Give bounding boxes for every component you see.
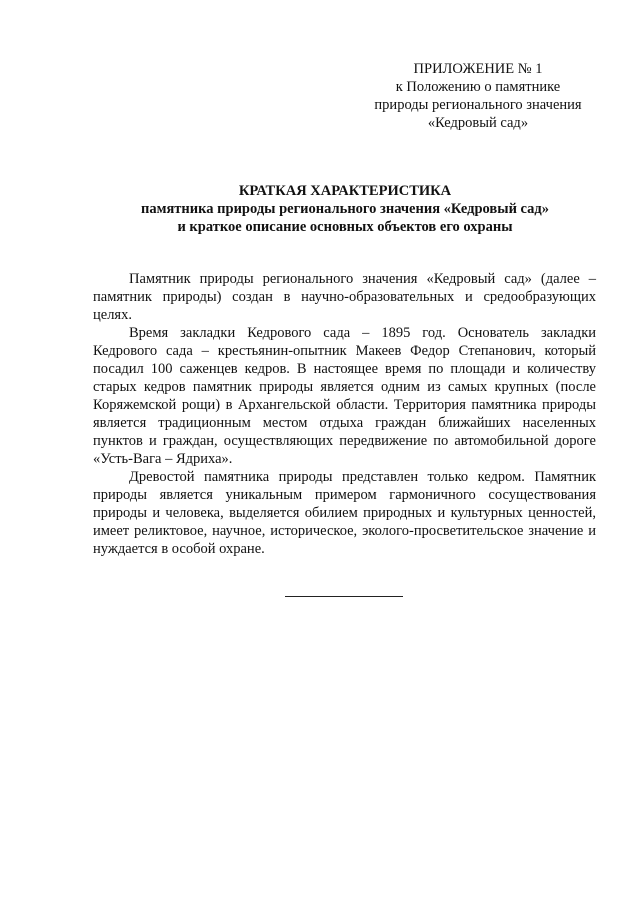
annex-reference-continued: природы регионального значения: [374, 97, 582, 113]
paragraph-description: Древостой памятника природы представлен только кедром. Памятник природы является уникальным примером гармоничного сосуществования природы и человека, выделяется обилием природных и культурных ценностей, имеет реликтовое, научное, историческое, эколого-просветительское значение и нуждается в особой охране.: [93, 469, 596, 557]
document-title: [60, 182, 630, 236]
annex-object-name: «Кедровый сад»: [427, 115, 529, 131]
annex-number: ПРИЛОЖЕНИЕ № 1: [413, 61, 543, 77]
title-line-1: КРАТКАЯ ХАРАКТЕРИСТИКА: [238, 183, 452, 199]
paragraph-purpose: Памятник природы регионального значения «Кедровый сад» (далее – памятник природы) создан в научно-образовательных и средообразующих целях.: [93, 271, 596, 323]
end-divider-line: [285, 596, 403, 597]
title-line-2: памятника природы регионального значения «Кедровый сад»: [140, 201, 549, 217]
annex-reference: к Положению о памятнике: [395, 79, 561, 95]
paragraph-history: Время закладки Кедрового сада – 1895 год. Основатель закладки Кедрового сада – крестьянин-опытник Макеев Федор Степанович, который посадил 100 саженцев кедров. В настоящее время по площади и количеству старых кедров памятник природы является одним из самых крупных (после Коряжемской рощи) в Архангельской области. Территория памятника природы является традиционным местом отдыха граждан ближайших населенных пунктов и граждан, осуществляющих передвижение по автомобильной дороге «Усть-Вага – Ядриха».: [93, 325, 596, 467]
title-line-3: и краткое описание основных объектов его охраны: [177, 219, 513, 235]
annex-header: [360, 60, 596, 132]
document-body: [93, 270, 596, 558]
